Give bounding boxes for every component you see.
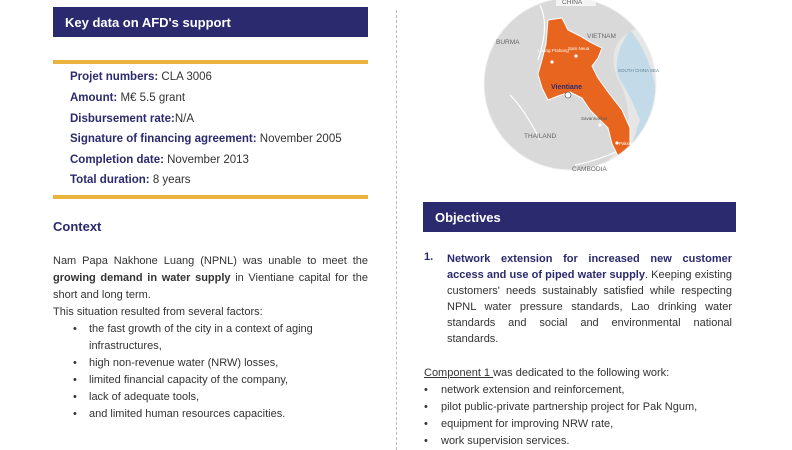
vientiane-marker — [565, 92, 571, 98]
luang-marker — [550, 60, 553, 63]
list-item: • equipment for improving NRW rate, — [424, 418, 614, 430]
key-data-list — [70, 71, 342, 194]
label-pakse: Pakse — [619, 141, 632, 146]
key-data-title: Key data on AFD's support — [65, 14, 231, 30]
key-data-top-divider — [53, 60, 368, 64]
component-intro: Component 1 was dedicated to the following work: — [424, 367, 670, 379]
label-savannakhet: Savannakhet — [581, 116, 608, 121]
key-data-row: Signature of financing agreement: November 2005 — [70, 133, 342, 145]
key-data-row: Amount: M€ 5.5 grant — [70, 92, 186, 104]
label-luang: Luang Prabang — [538, 48, 569, 53]
label-thailand: THAILAND — [524, 133, 557, 140]
context-paragraph: Nam Papa Nakhone Luang (NPNL) was unable to meet the growing demand in water supply in Vientiane capital for the short and long term. — [53, 255, 368, 301]
label-burma: BURMA — [496, 39, 520, 46]
label-sam: Sam Neua — [568, 46, 590, 51]
key-data-row: Completion date: November 2013 — [70, 154, 249, 166]
list-item: • high non-revenue water (NRW) losses, — [73, 357, 279, 369]
list-item: • lack of adequate tools, — [73, 391, 200, 403]
key-data-bottom-divider — [53, 195, 368, 199]
objectives-title: Objectives — [435, 209, 501, 225]
sam-marker — [574, 54, 577, 57]
key-data-banner — [53, 7, 368, 37]
context-factors-intro: This situation resulted from several factors: — [53, 306, 263, 318]
label-cambodia: CAMBODIA — [572, 166, 607, 173]
objectives-banner — [423, 202, 736, 232]
label-scs: SOUTH CHINA SEA — [618, 68, 660, 73]
laos-map — [480, 0, 660, 180]
key-data-row: Total duration: 8 years — [70, 174, 191, 186]
list-item: • limited financial capacity of the company, — [73, 374, 289, 386]
label-china: CHINA — [562, 0, 583, 6]
objective-number: 1. — [424, 251, 434, 263]
column-separator — [396, 10, 397, 450]
list-item: • work supervision services. — [424, 435, 570, 447]
key-data-row: Disbursement rate:N/A — [70, 113, 194, 125]
context-heading: Context — [53, 219, 102, 234]
list-item: • pilot public-private partnership project for Pak Ngum, — [424, 401, 698, 413]
label-vietnam: VIETNAM — [587, 33, 616, 40]
key-data-row: Projet numbers: CLA 3006 — [70, 71, 212, 83]
savannakhet-marker — [598, 123, 601, 126]
list-item: • network extension and reinforcement, — [424, 384, 625, 396]
component-work-list — [424, 382, 734, 450]
list-item: • the fast growth of the city in a context of aging infrastructures, — [73, 323, 313, 352]
objective-item: Network extension for increased new customer access and use of piped water supply. Keeping existing customers' needs sustainably satisfied while respecting NPNL water pressure standards, Lao drinking water standards and social and environmental national standards. — [447, 253, 732, 345]
label-vientiane: Vientiane — [551, 84, 582, 91]
context-factor-list — [73, 321, 368, 423]
list-item: • and limited human resources capacities. — [73, 408, 286, 420]
